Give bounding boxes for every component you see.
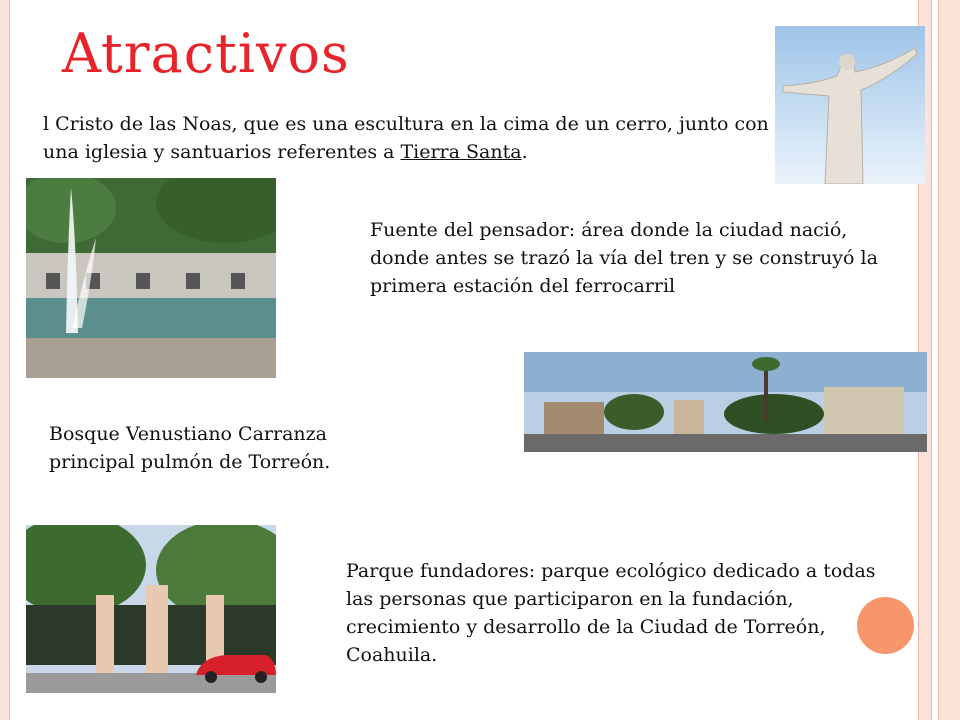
cristo-text-end: . <box>521 141 528 163</box>
right-border-decoration <box>931 0 938 720</box>
right-border-decoration <box>938 0 960 720</box>
cristo-statue-photo <box>775 26 925 184</box>
cristo-description <box>43 110 783 166</box>
parque-description: Parque fundadores: parque ecológico dedicado a todas las personas que participaron en la fundación, crecimiento y desarrollo de la Ciudad de Torreón, Coahuila. <box>346 560 876 666</box>
fuente-del-pensador-photo <box>26 178 276 378</box>
parque-fundadores-photo <box>26 525 276 693</box>
fuente-description: Fuente del pensador: área donde la ciudad nació, donde antes se trazó la vía del tren y se construyó la primera estación del ferrocarril <box>370 219 878 297</box>
left-border-decoration <box>0 0 10 720</box>
tierra-santa-link[interactable]: Tierra Santa <box>400 141 522 163</box>
decorative-circle <box>857 597 914 654</box>
bosque-venustiano-carranza-photo <box>524 352 927 452</box>
slide-title: Atractivos <box>62 22 350 85</box>
bosque-description: Bosque Venustiano Carranza principal pulmón de Torreón. <box>49 423 331 473</box>
cristo-text: l Cristo de las Noas, que es una escultura en la cima de un cerro, junto con una iglesia y santuarios referentes a <box>43 113 769 163</box>
